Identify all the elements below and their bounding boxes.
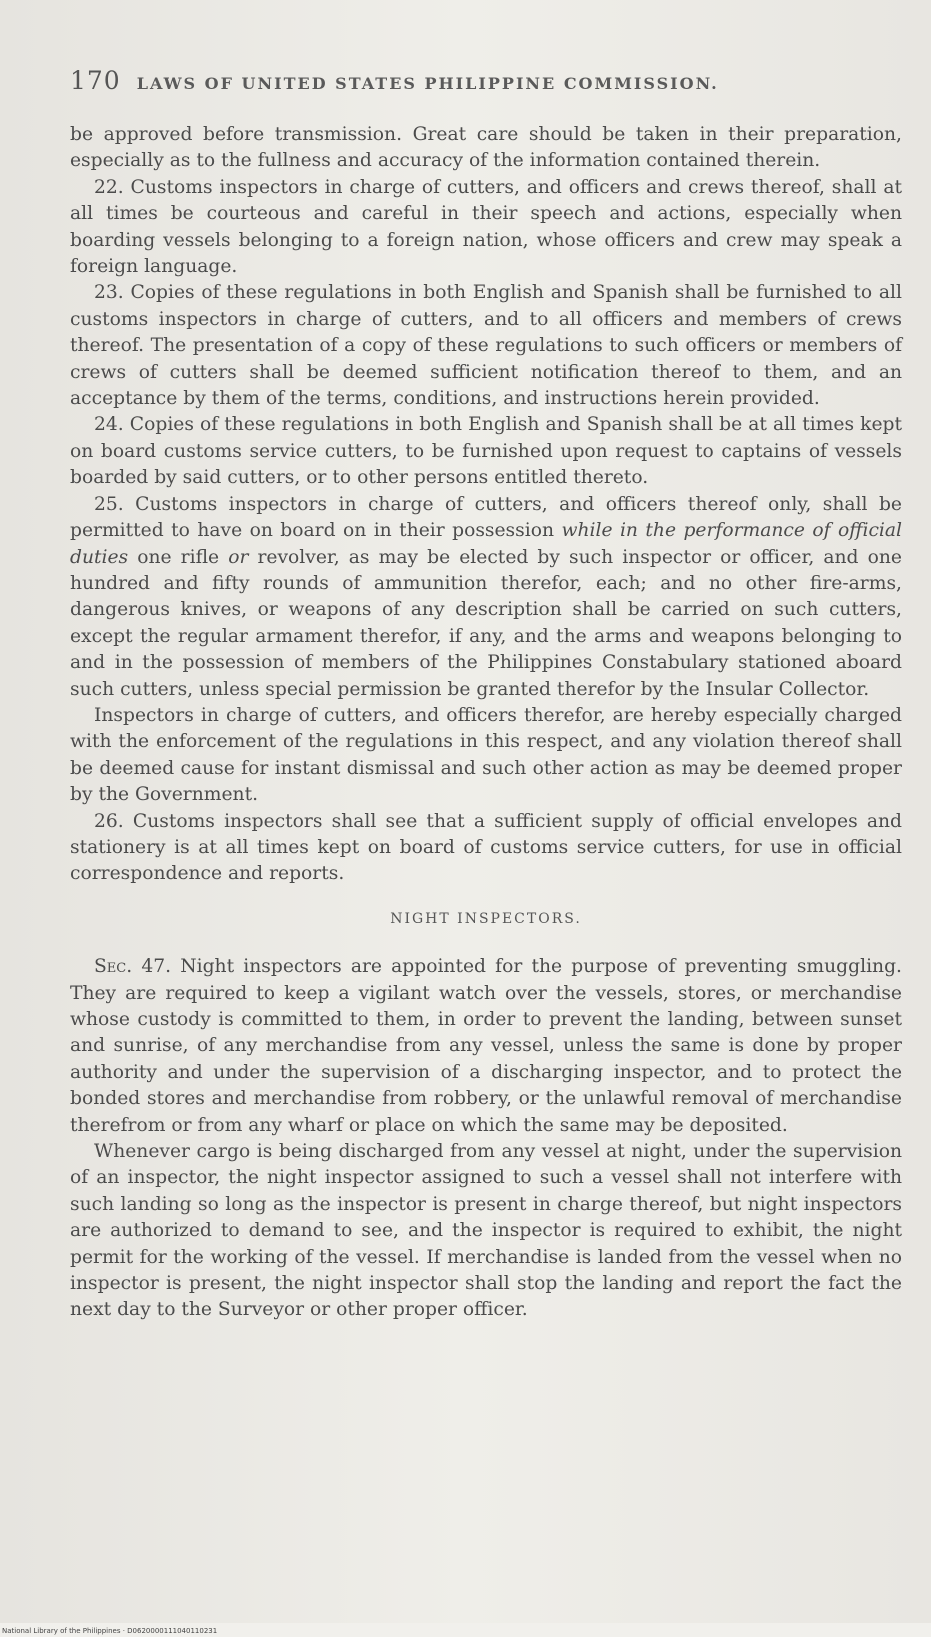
paragraph-23: 23. Copies of these regulations in both English and Spanish shall be furnished to all customs inspectors in charge of cutters, and to all officers and members of crews thereof. The presentation of a copy of these regulations to such officers or members of crews of cutters shall be deemed sufficient notification thereof to them, and an acceptance by them of the terms, conditions, and instructions herein provided. xyxy=(70,282,902,410)
running-head: LAWS OF UNITED STATES PHILIPPINE COMMISSION. xyxy=(136,74,719,93)
section-47 xyxy=(70,954,902,1139)
paragraph-continuation: be approved before transmission. Great care should be taken in their preparation, especially as to the fullness and accuracy of the information contained therein. xyxy=(70,124,902,172)
page-body xyxy=(70,122,902,1324)
scan-credit: National Library of the Philippines · D0620000111040110231 xyxy=(2,1627,218,1635)
paragraph-25-italic-1: while in the performance of official duties xyxy=(70,520,902,568)
paragraph-25-text-a: 25. Customs inspectors in charge of cutters, and officers thereof only, shall be permitted to have on board on in their possession xyxy=(70,493,902,542)
section-47-label: Sec. 47. xyxy=(94,956,172,978)
paragraph-25-continued: Inspectors in charge of cutters, and officers therefor, are hereby especially charged with the enforcement of the regulations in this respect, and any violation thereof shall be deemed cause for instant dismissal and such other action as may be deemed proper by the Government. xyxy=(70,704,902,806)
section-subheading: NIGHT INSPECTORS. xyxy=(390,910,582,927)
paragraph-25 xyxy=(70,492,902,703)
page-number: 170 xyxy=(70,66,121,95)
paragraph-25-text-c: revolver, as may be elected by such inspector or officer, and one hundred and fifty rounds of ammunition therefor, each; and no other fire-arms, dangerous knives, or weapons of any description shall be carried on such cutters, except the regular armament therefor, if any, and the arms and weapons belonging to and in the possession of members of the Philippines Constabulary stationed aboard such cutters, unless special permission be granted therefor by the Insular Collector. xyxy=(70,546,902,700)
paragraph-25-italic-2: or xyxy=(228,546,249,568)
paragraph-24: 24. Copies of these regulations in both English and Spanish shall be at all times kept on board customs service cutters, to be furnished upon request to captains of vessels boarded by said cutters, or to other persons entitled thereto. xyxy=(70,414,902,489)
paragraph-22: 22. Customs inspectors in charge of cutters, and officers and crews thereof, shall at all times be courteous and careful in their speech and actions, especially when boarding vessels belonging to a foreign nation, whose officers and crew may speak a foreign language. xyxy=(70,176,902,278)
paragraph-25-text-b: one rifle xyxy=(137,546,220,568)
section-47-continued: Whenever cargo is being discharged from any vessel at night, under the supervision of an inspector, the night inspector assigned to such a vessel shall not interfere with such landing so long as the inspector is present in charge thereof, but night inspectors are authorized to demand to see, and the inspector is required to exhibit, the night permit for the working of the vessel. If merchandise is landed from the vessel when no inspector is present, the night inspector shall stop the landing and report the fact the next day to the Surveyor or other proper officer. xyxy=(70,1141,902,1321)
section-47-text: Night inspectors are appointed for the purpose of preventing smuggling. They are required to keep a vigilant watch over the vessels, stores, or merchandise whose custody is committed to them, in order to prevent the landing, between sunset and sunrise, of any merchandise from any vessel, unless the same is done by proper authority and under the supervision of a discharging inspector, and to protect the bonded stores and merchandise from robbery, or the unlawful removal of merchandise therefrom or from any wharf or place on which the same may be deposited. xyxy=(70,956,902,1136)
page-header xyxy=(70,66,870,95)
paragraph-26: 26. Customs inspectors shall see that a sufficient supply of official envelopes and stationery is at all times kept on board of customs service cutters, for use in official correspondence and reports. xyxy=(70,810,902,885)
